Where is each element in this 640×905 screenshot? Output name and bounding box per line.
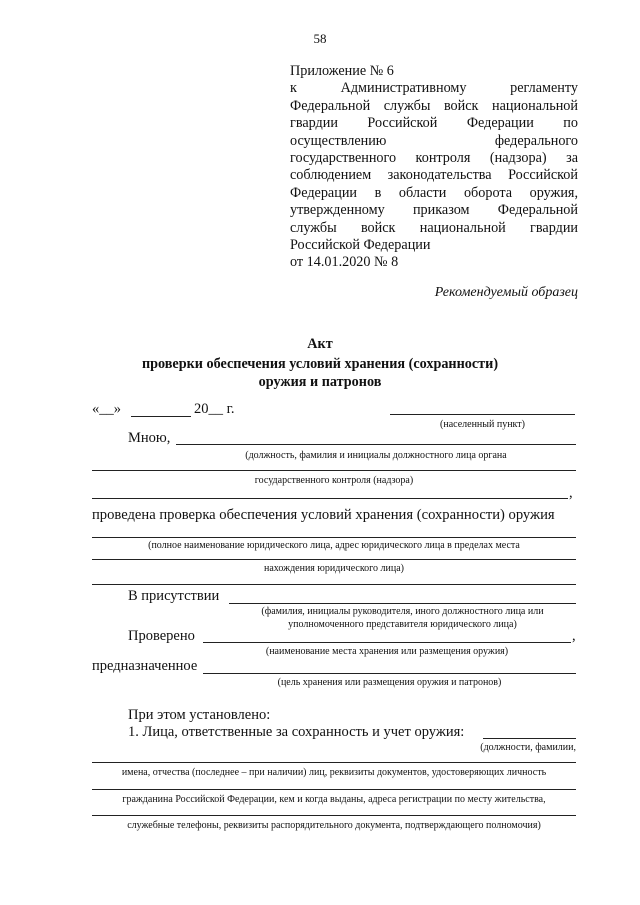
appendix-block: [290, 63, 578, 272]
page-number: 58: [313, 31, 327, 46]
appendix-line: гвардии Российской Федерации по: [290, 115, 578, 132]
by-me-label: Мною,: [128, 430, 171, 446]
appendix-line: соблюдением законодательства Российской: [290, 167, 578, 184]
appendix-line: осуществлению федерального: [290, 132, 578, 149]
comma: ,: [572, 628, 576, 644]
item1-caption: (должности, фамилии,: [480, 742, 576, 753]
item1-field-line2[interactable]: [92, 762, 576, 763]
presence-label: В присутствии: [128, 588, 220, 604]
conducted-text: проведена проверка обеспечения условий хранения (сохранности) оружия: [92, 507, 555, 523]
legal-entity-field-line3[interactable]: [92, 584, 576, 585]
appendix-line: Приложение № 6: [290, 63, 394, 79]
presence-caption: (фамилия, инициалы руководителя, иного должностного лица или: [261, 606, 544, 617]
item1-field[interactable]: [483, 738, 576, 739]
checked-caption: (наименование места хранения или размещения оружия): [265, 646, 509, 657]
legal-entity-caption2: нахождения юридического лица): [264, 563, 404, 574]
intended-label: предназначенное: [92, 658, 198, 674]
item1-field-line3[interactable]: [92, 789, 576, 790]
inspector-caption: (должность, фамилия и инициалы должностного лица органа: [245, 450, 507, 461]
checked-field[interactable]: [203, 642, 571, 643]
appendix-line: к Административному регламенту: [290, 80, 578, 97]
item1-caption2: имена, отчества (последнее – при наличии) лиц, реквизиты документов, удостоверяющих личность: [121, 767, 547, 778]
appendix-line: службы войск национальной гвардии: [290, 219, 578, 236]
date-year: 20__ г.: [194, 401, 235, 417]
recommended-sample-label: Рекомендуемый образец: [434, 285, 578, 300]
item1-caption3: гражданина Российской Федерации, кем и когда выданы, адреса регистрации по месту жительства,: [122, 794, 546, 805]
intended-caption: (цель хранения или размещения оружия и патронов): [277, 677, 502, 688]
presence-caption2: уполномоченного представителя юридического лица): [288, 619, 517, 630]
checked-label: Проверено: [128, 628, 195, 644]
comma: ,: [569, 485, 573, 501]
inspector-caption2: государственного контроля (надзора): [254, 475, 414, 486]
legal-entity-field-line2[interactable]: [92, 559, 576, 560]
legal-entity-field[interactable]: [92, 537, 576, 538]
presence-field[interactable]: [229, 603, 576, 604]
inspector-field[interactable]: [176, 444, 576, 445]
item1-field-line4[interactable]: [92, 815, 576, 816]
appendix-line: Российской Федерации: [290, 237, 431, 254]
legal-entity-caption: (полное наименование юридического лица, адрес юридического лица в пределах места: [148, 540, 520, 551]
intended-field[interactable]: [203, 673, 576, 674]
appendix-line: от 14.01.2020 № 8: [290, 254, 399, 271]
appendix-line: Федерации в области оборота оружия,: [290, 184, 578, 201]
inspector-field-line2[interactable]: [92, 470, 576, 471]
place-field[interactable]: [390, 414, 575, 415]
item1-text: 1. Лица, ответственные за сохранность и учет оружия:: [128, 724, 465, 740]
document-title-line3: оружия и патронов: [258, 374, 382, 390]
established-heading: При этом установлено:: [128, 707, 271, 723]
appendix-line: государственного контроля (надзора) за: [290, 150, 578, 167]
place-caption: (населенный пункт): [440, 419, 525, 430]
date-day: «__»: [92, 401, 121, 417]
appendix-line: Федеральной службы войск национальной: [290, 97, 578, 114]
document-title-line2: проверки обеспечения условий хранения (сохранности): [141, 356, 499, 372]
item1-caption4: служебные телефоны, реквизиты распорядительного документа, подтверждающего полномочия): [127, 820, 541, 831]
date-month-field[interactable]: [131, 416, 191, 417]
inspector-field-line3[interactable]: [92, 498, 568, 499]
document-title: Акт: [307, 336, 333, 352]
appendix-line: утвержденному приказом Федеральной: [290, 202, 578, 219]
